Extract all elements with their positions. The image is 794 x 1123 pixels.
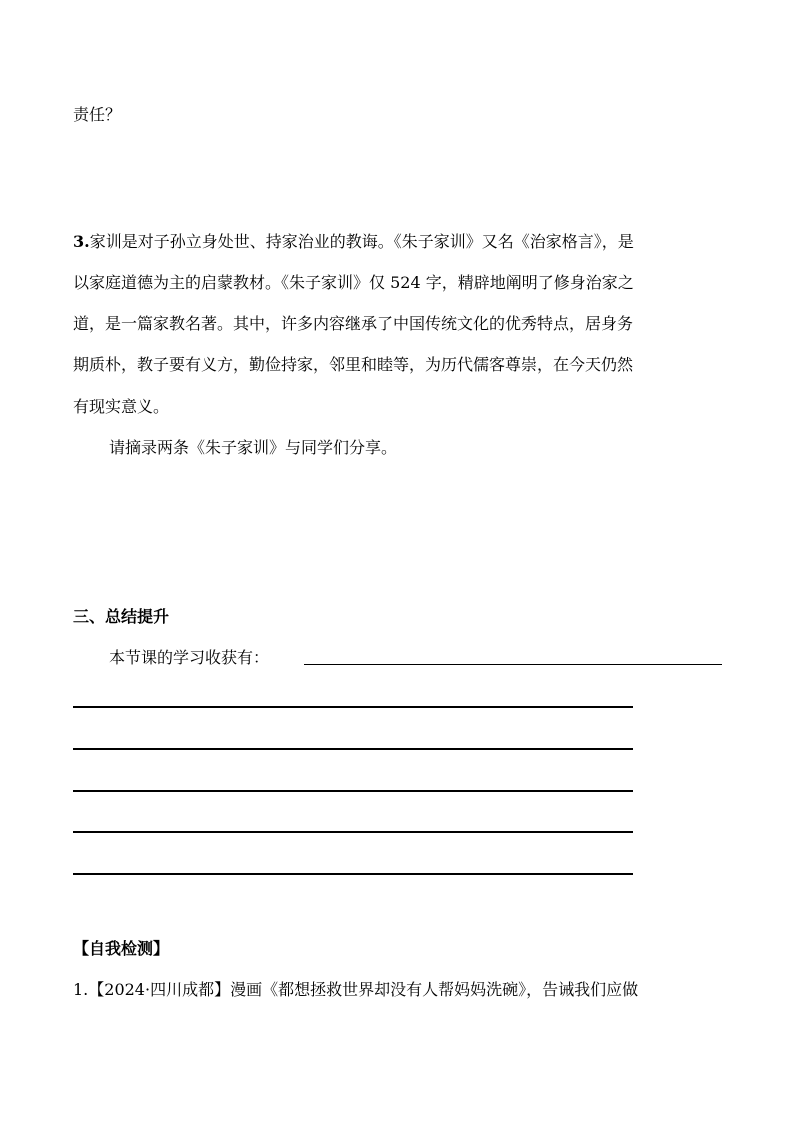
answer-line-1[interactable] — [73, 706, 633, 708]
answer-line-4[interactable] — [73, 831, 633, 833]
answer-line-3[interactable] — [73, 790, 633, 792]
answer-line-2[interactable] — [73, 748, 633, 750]
question-3-line-1 — [73, 232, 723, 252]
question-3-line-4: 期质朴，教子要有义方，勤俭持家，邻里和睦等，为历代儒客尊崇，在今天仍然 — [73, 355, 634, 374]
question-3-number: 3. — [73, 232, 90, 251]
answer-line-5[interactable] — [73, 873, 633, 875]
section-3-prompt: 本节课的学习收获有： — [109, 648, 270, 667]
answer-line-inline[interactable] — [304, 664, 722, 665]
self-check-question-1: 1.【2024·四川成都】漫画《都想拯救世界却没有人帮妈妈洗碗》，告诫我们应做 — [73, 980, 639, 999]
question-3-prompt: 请摘录两条《朱子家训》与同学们分享。 — [109, 438, 398, 457]
question-3-line-5: 有现实意义。 — [73, 397, 170, 416]
section-3-heading: 三、总结提升 — [73, 607, 170, 626]
question-3-text-line-1: 家训是对子孙立身处世、持家治业的教诲。《朱子家训》又名《治家格言》，是 — [89, 232, 634, 251]
question-3-line-3: 道，是一篇家教名著。其中，许多内容继承了中国传统文化的优秀特点，居身务 — [73, 314, 634, 333]
previous-question-tail: 责任？ — [73, 105, 122, 124]
self-check-heading: 【自我检测】 — [73, 939, 170, 958]
question-3-line-2: 以家庭道德为主的启蒙教材。《朱子家训》仅 524 字，精辟地阐明了修身治家之 — [73, 273, 634, 292]
